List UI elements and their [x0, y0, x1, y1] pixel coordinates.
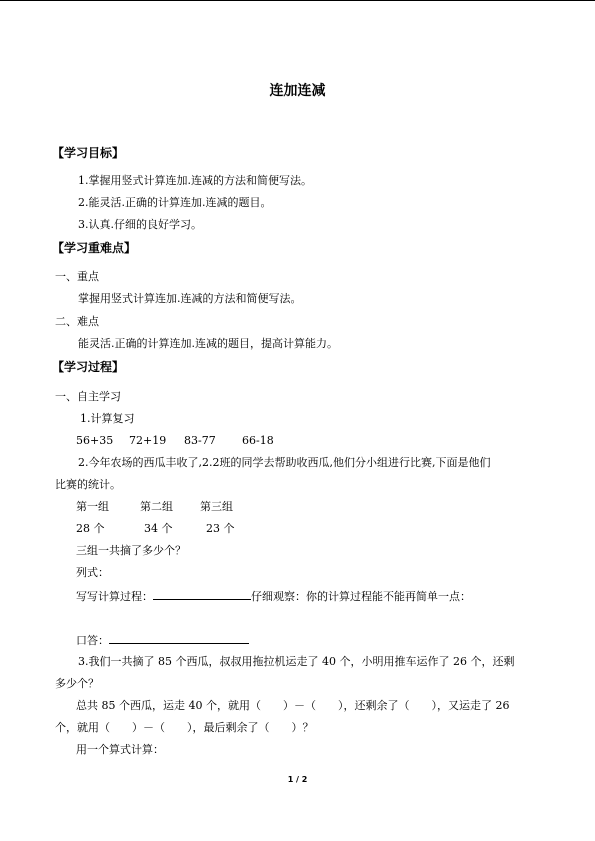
review-label: 1.计算复习: [80, 412, 135, 425]
group-label: 第二组: [140, 500, 173, 513]
review-item: 56+35: [76, 434, 114, 447]
page-title: 连加连减: [269, 83, 326, 99]
keypoints-heading: 【学习重难点】: [52, 241, 137, 255]
group-label: 第三组: [200, 500, 233, 513]
goal-item-1: 1.掌握用竖式计算连加.连减的方法和简便写法。: [78, 174, 312, 187]
review-item: 72+19: [129, 434, 167, 447]
calc-process-blank[interactable]: [153, 588, 251, 600]
q3-line-1: 3.我们一共摘了 85 个西瓜，叔叔用拖拉机运走了 40 个，小明用推车运作了 26 个，还剩: [78, 655, 515, 668]
observe-text: 仔细观察：你的计算过程能不能再简单一点：: [251, 590, 471, 603]
oral-label: 口答：: [76, 634, 109, 647]
section-self-study: 一、自主学习: [55, 390, 121, 403]
q2-line-1: 2.今年农场的西瓜丰收了,2.2班的同学去帮助收西瓜,他们分小组进行比赛,下面是他们: [78, 456, 491, 469]
review-item: 83-77: [184, 434, 216, 447]
oral-answer-row: [76, 632, 249, 648]
page-number: 1 / 2: [287, 775, 308, 784]
review-item: 66-18: [242, 434, 274, 447]
q2-question: 三组一共摘了多少个？: [76, 544, 186, 557]
top-border-line: [0, 0, 595, 1]
q3-one-formula: 用一个算式计算：: [76, 743, 164, 756]
formula-label: 列式：: [76, 566, 109, 579]
focus-label: 一、重点: [55, 270, 99, 283]
goal-item-3: 3.认真.仔细的良好学习。: [78, 218, 202, 231]
group-count: 28 个: [76, 522, 105, 535]
difficulty-label: 二、难点: [55, 315, 99, 328]
oral-answer-blank[interactable]: [109, 632, 249, 644]
group-label: 第一组: [76, 500, 109, 513]
group-count: 34 个: [144, 522, 173, 535]
calc-process-row: [76, 588, 471, 604]
write-label: 写写计算过程：: [76, 590, 153, 603]
goal-item-2: 2.能灵活.正确的计算连加.连减的题目。: [78, 196, 272, 209]
process-heading: 【学习过程】: [52, 360, 125, 374]
group-count: 23 个: [206, 522, 235, 535]
difficulty-text: 能灵活.正确的计算连加.连减的题目，提高计算能力。: [78, 337, 338, 350]
q3-fill-line-1: 总共 85 个西瓜，运走 40 个，就用（ ）－（ ），还剩余了（ ），又运走了 26: [76, 699, 510, 712]
goals-heading: 【学习目标】: [52, 146, 125, 160]
q3-line-2: 多少个？: [55, 677, 99, 690]
q2-line-2: 比赛的统计。: [55, 478, 121, 491]
q3-fill-line-2: 个，就用（ ）－（ ），最后剩余了（ ）？: [55, 721, 314, 734]
focus-text: 掌握用竖式计算连加.连减的方法和简便写法。: [78, 292, 302, 305]
